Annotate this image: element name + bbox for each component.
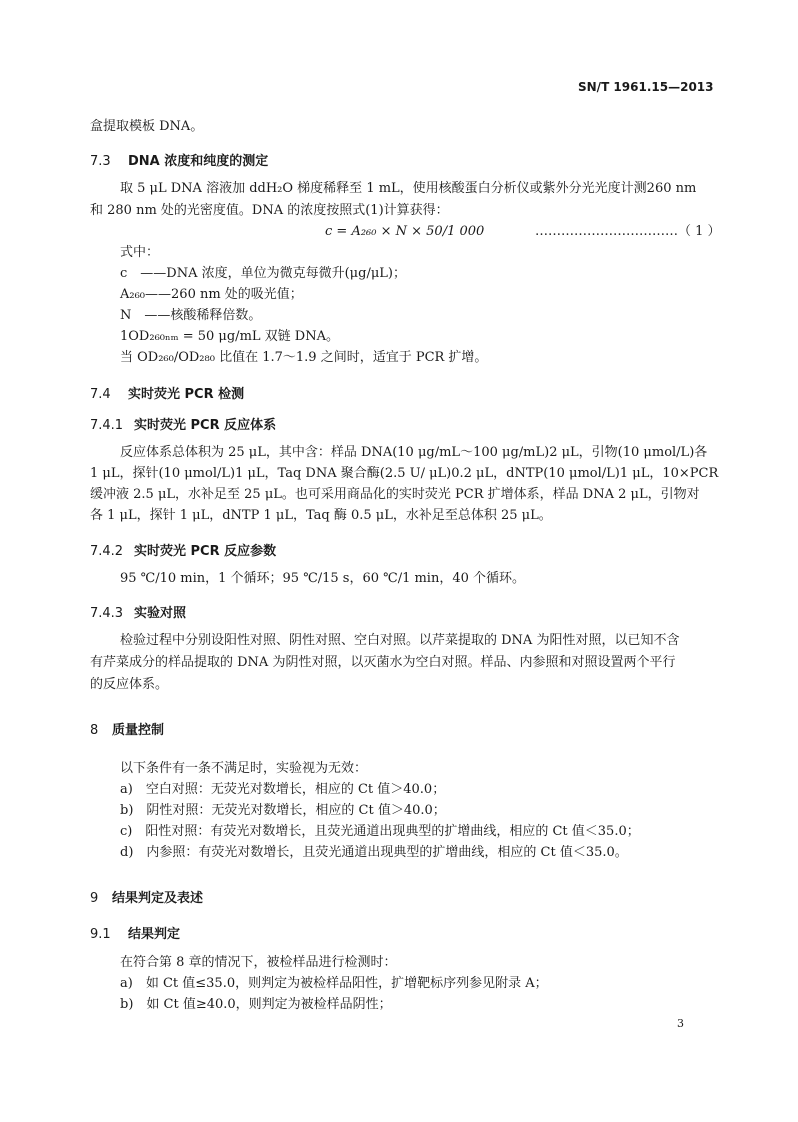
- paragraph-line: A₂₆₀——260 nm 处的吸光值；: [120, 287, 303, 302]
- paragraph-line: 95 ℃/10 min，1 个循环；95 ℃/15 s，60 ℃/1 min，40 个循环。: [120, 571, 526, 586]
- section-number: 7.4.2: [90, 544, 124, 559]
- paragraph-line: 的反应体系。: [90, 677, 169, 692]
- section-number: 9.1: [90, 927, 111, 942]
- paragraph-line: 在符合第 8 章的情况下，被检样品进行检测时：: [120, 955, 397, 970]
- paragraph-line: 式中：: [120, 245, 160, 260]
- paragraph-line: 1 μL，探针(10 μmol/L)1 μL，Taq DNA 聚合酶(2.5 U/ μL)0.2 μL，dNTP(10 μmol/L)1 μL，10×PCR: [90, 466, 719, 481]
- section-heading-7-3: [90, 150, 268, 169]
- paragraph-line: 取 5 μL DNA 溶液加 ddH₂O 梯度稀释至 1 mL，使用核酸蛋白分析仪或紫外分光光度计测260 nm: [120, 181, 697, 196]
- paragraph-line: 反应体系总体积为 25 μL，其中含：样品 DNA(10 μg/mL～100 μg/mL)2 μL，引物(10 μmol/L)各: [120, 445, 708, 460]
- section-heading-7-4-3: [90, 602, 186, 621]
- paragraph-line: 以下条件有一条不满足时，实验视为无效：: [120, 761, 368, 776]
- standard-number: SN/T 1961.15—2013: [578, 80, 714, 94]
- paragraph-line: 当 OD₂₆₀/OD₂₈₀ 比值在 1.7～1.9 之间时，适宜于 PCR 扩增。: [120, 350, 488, 365]
- section-number: 7.4.3: [90, 606, 124, 621]
- section-title: 实验对照: [134, 606, 187, 621]
- page-number: 3: [677, 1017, 684, 1030]
- section-heading-7-4: [90, 383, 244, 402]
- section-title: 实时荧光 PCR 反应体系: [134, 418, 277, 433]
- list-item: c) 阳性对照：有荧光对数增长，且荧光通道出现典型的扩增曲线，相应的 Ct 值＜35.0；: [120, 824, 640, 839]
- formula: c = A₂₆₀ × N × 50/1 000: [325, 224, 485, 239]
- paragraph-line: N ——核酸稀释倍数。: [120, 308, 262, 323]
- paragraph-line: 和 280 nm 处的光密度值。DNA 的浓度按照式(1)计算获得：: [90, 203, 449, 218]
- section-title: DNA 浓度和纯度的测定: [128, 154, 269, 169]
- section-heading-9: [90, 887, 203, 906]
- paragraph-line: 1OD₂₆₀ₙₘ = 50 μg/mL 双链 DNA。: [120, 329, 339, 344]
- list-item: a) 如 Ct 值≤35.0，则判定为被检样品阳性，扩增靶标序列参见附录 A；: [120, 976, 548, 991]
- formula-number: ……………………………（ 1 ）: [535, 224, 721, 239]
- section-heading-7-4-2: [90, 540, 276, 559]
- section-title: 实时荧光 PCR 反应参数: [134, 544, 277, 559]
- section-title: 结果判定及表述: [112, 891, 204, 906]
- list-item: d) 内参照：有荧光对数增长，且荧光通道出现典型的扩增曲线，相应的 Ct 值＜35.0。: [120, 845, 628, 860]
- section-number: 9: [90, 891, 99, 906]
- section-heading-8: [90, 719, 164, 738]
- paragraph-line: 盒提取模板 DNA。: [90, 119, 204, 134]
- paragraph-line: 缓冲液 2.5 μL，水补足至 25 μL。也可采用商品化的实时荧光 PCR 扩增体系，样品 DNA 2 μL，引物对: [90, 487, 700, 502]
- section-number: 8: [90, 723, 99, 738]
- section-title: 结果判定: [128, 927, 181, 942]
- section-heading-9-1: [90, 923, 180, 942]
- list-item: b) 阴性对照：无荧光对数增长，相应的 Ct 值＞40.0；: [120, 803, 446, 818]
- paragraph-line: 各 1 μL，探针 1 μL，dNTP 1 μL，Taq 酶 0.5 μL，水补足至总体积 25 μL。: [90, 508, 552, 523]
- list-item: b) 如 Ct 值≥40.0，则判定为被检样品阴性；: [120, 997, 392, 1012]
- section-title: 实时荧光 PCR 检测: [128, 387, 245, 402]
- paragraph-line: 检验过程中分别设阳性对照、阴性对照、空白对照。以芹菜提取的 DNA 为阳性对照，以已知不含: [120, 633, 680, 648]
- section-number: 7.3: [90, 154, 111, 169]
- paragraph-line: 有芹菜成分的样品提取的 DNA 为阴性对照，以灭菌水为空白对照。样品、内参照和对照设置两个平行: [90, 655, 676, 670]
- section-heading-7-4-1: [90, 414, 276, 433]
- paragraph-line: c ——DNA 浓度，单位为微克每微升(μg/μL)；: [120, 266, 406, 281]
- section-number: 7.4: [90, 387, 111, 402]
- section-title: 质量控制: [112, 723, 165, 738]
- section-number: 7.4.1: [90, 418, 124, 433]
- list-item: a) 空白对照：无荧光对数增长，相应的 Ct 值＞40.0；: [120, 782, 446, 797]
